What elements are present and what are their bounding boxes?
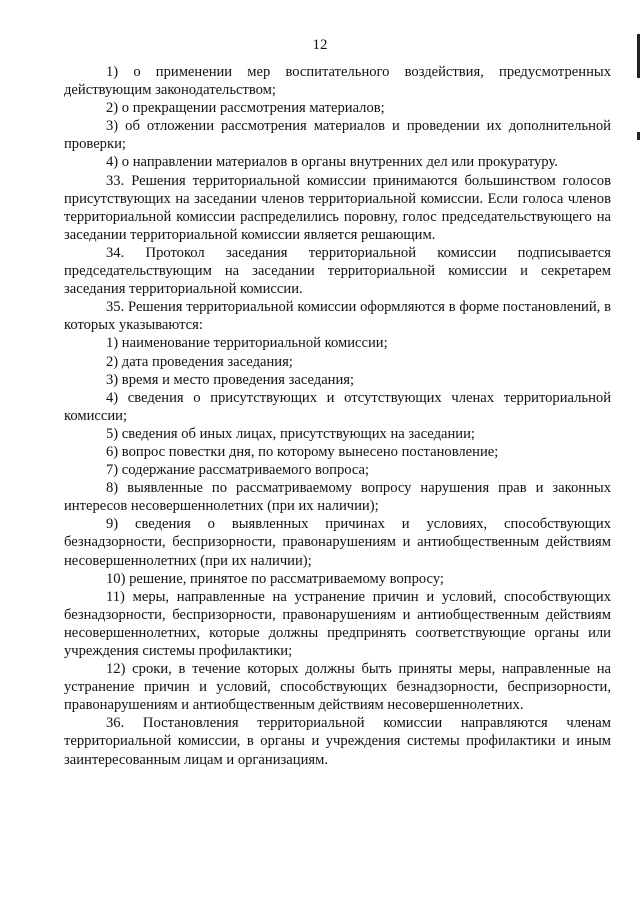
clause-35-item-11: 11) меры, направленные на устранение причин и условий, способствующих безнадзорности, беспризорности, правонарушениям и антиобщественным действиям несовершеннолетних, которые должны предпринять соответствующие органы или учреждения системы профилактики; bbox=[64, 588, 611, 659]
clause-35-item-8: 8) выявленные по рассматриваемому вопросу нарушения прав и законных интересов несовершеннолетних (при их наличии); bbox=[64, 480, 611, 515]
paragraph-item-4: 4) о направлении материалов в органы внутренних дел или прокуратуру. bbox=[106, 154, 558, 171]
clause-34: 34. Протокол заседания территориальной комиссии подписывается председательствующим на заседании территориальной комиссии и секретарем заседания территориальной комиссии. bbox=[64, 244, 611, 298]
clause-35-item-2: 2) дата проведения заседания; bbox=[106, 353, 293, 370]
clause-36: 36. Постановления территориальной комиссии направляются членам территориальной комиссии, в органы и учреждения системы профилактики и иным заинтересованным лицам и организациям. bbox=[64, 715, 611, 768]
clause-35-item-5: 5) сведения об иных лицах, присутствующих на заседании; bbox=[106, 425, 475, 442]
document-body bbox=[64, 63, 611, 769]
clause-35: 35. Решения территориальной комиссии оформляются в форме постановлений, в которых указываются: bbox=[64, 299, 611, 334]
clause-35-item-6: 6) вопрос повестки дня, по которому вынесено постановление; bbox=[106, 443, 499, 460]
clause-35-item-10: 10) решение, принятое по рассматриваемому вопросу; bbox=[106, 570, 444, 587]
page-number: 12 bbox=[312, 37, 328, 53]
clause-35-item-3: 3) время и место проведения заседания; bbox=[106, 371, 355, 388]
clause-35-item-7: 7) содержание рассматриваемого вопроса; bbox=[106, 462, 370, 479]
paragraph-item-3: 3) об отложении рассмотрения материалов и проведении их дополнительной проверки; bbox=[64, 118, 611, 153]
paragraph-item-1: 1) о применении мер воспитательного воздействия, предусмотренных действующим законодательством; bbox=[64, 64, 611, 99]
clause-35-item-12: 12) сроки, в течение которых должны быть приняты меры, направленные на устранение причин и условий, способствующих безнадзорности, беспризорности, правонарушениям и антиобщественным действиям несовершеннолетних. bbox=[64, 661, 611, 714]
clause-35-item-9: 9) сведения о выявленных причинах и условиях, способствующих безнадзорности, беспризорности, правонарушениям и антиобщественным действиям несовершеннолетних (при их наличии); bbox=[64, 516, 611, 569]
clause-35-item-1: 1) наименование территориальной комиссии; bbox=[106, 335, 388, 352]
clause-35-item-4: 4) сведения о присутствующих и отсутствующих членах территориальной комиссии; bbox=[64, 389, 611, 424]
clause-33: 33. Решения территориальной комиссии принимаются большинством голосов присутствующих на заседании членов территориальной комиссии. Если голоса членов территориальной комиссии распределились поровну, голос председательствующего на заседании территориальной комиссии является решающим. bbox=[64, 172, 611, 243]
paragraph-item-2: 2) о прекращении рассмотрения материалов; bbox=[106, 100, 385, 117]
